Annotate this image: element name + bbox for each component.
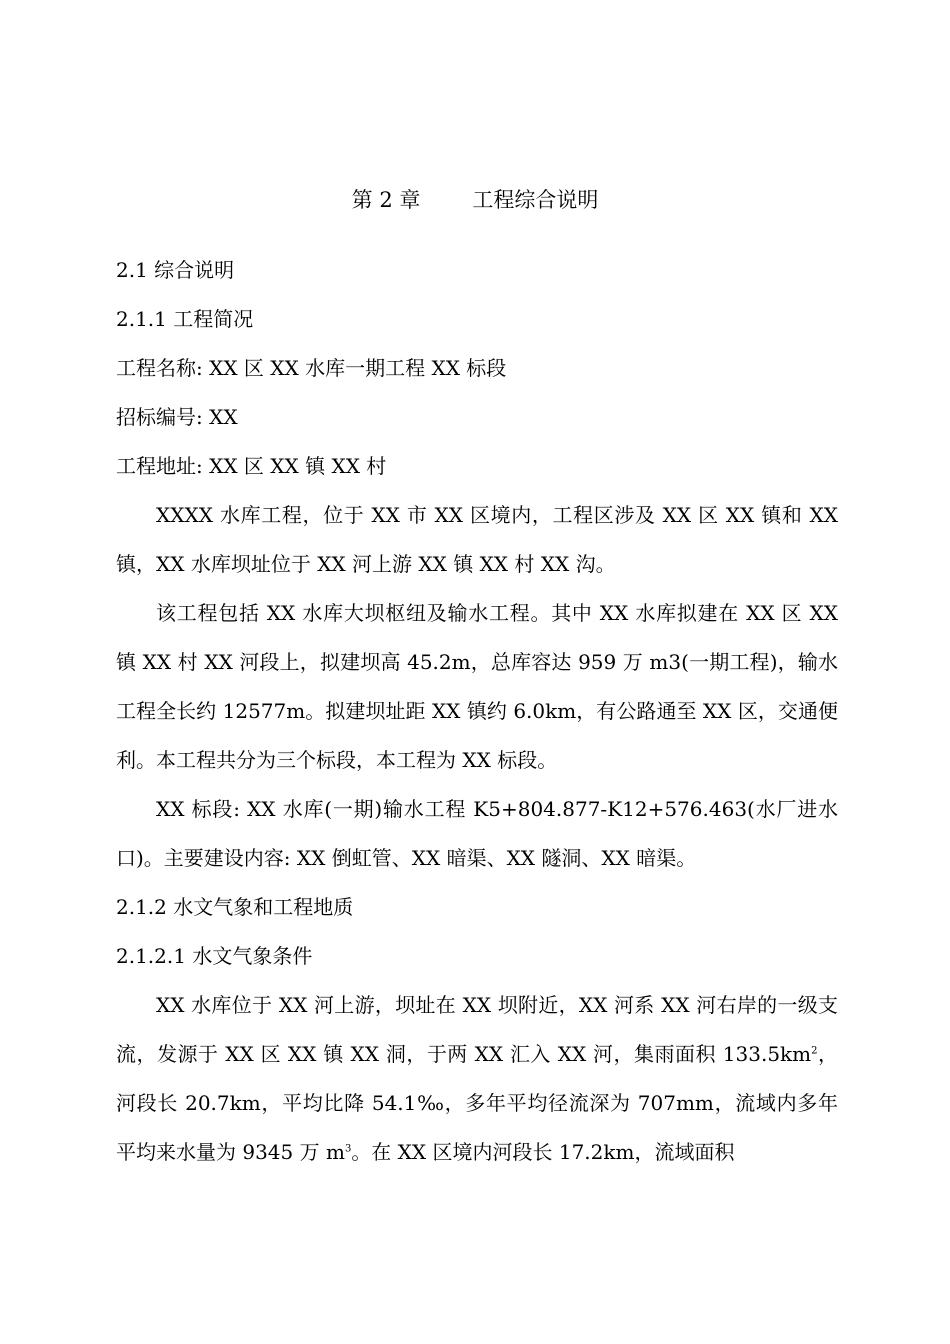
hydrology-text-part-1: XX 水库位于 XX 河上游，坝址在 XX 坝附近，XX 河系 XX 河右岸的一级支流，发源于 XX 区 XX 镇 XX 洞，于两 XX 汇入 XX 河，集雨面积 133.5km [116,993,838,1066]
paragraph-scope: 该工程包括 XX 水库大坝枢纽及输水工程。其中 XX 水库拟建在 XX 区 XX 镇 XX 村 XX 河段上，拟建坝高 45.2m，总库容达 959 万 m3(一期工程)，输水工程全长约 12577m。拟建坝址距 XX 镇约 6.0km，有公路通至 XX 区，交通便利。本工程共分为三个标段，本工程为 XX 标段。 [116,601,838,772]
superscript-2: 2 [811,1045,818,1057]
section-heading-2-1-2-1: 2.1.2.1 水文气象条件 [116,944,313,968]
paragraph-hydrology [116,981,838,1177]
document-body [116,246,838,1177]
section-heading-2-1-1: 2.1.1 工程简况 [116,307,254,331]
hydrology-text-part-3: 。在 XX 区境内河段长 17.2km，流域面积 [351,1140,735,1164]
section-heading-2-1-2: 2.1.2 水文气象和工程地质 [116,895,354,919]
chapter-name: 工程综合说明 [472,188,599,212]
chapter-number: 第 2 章 [351,188,421,212]
project-address-line: 工程地址: XX 区 XX 镇 XX 村 [116,454,387,478]
bid-number-line: 招标编号: XX [116,405,238,429]
paragraph-bid-section: XX 标段: XX 水库(一期)输水工程 K5+804.877-K12+576.463(水厂进水口)。主要建设内容: XX 倒虹管、XX 暗渠、XX 隧洞、XX 暗渠。 [116,797,838,870]
project-name-line: 工程名称: XX 区 XX 水库一期工程 XX 标段 [116,356,507,380]
chapter-title [0,184,950,216]
paragraph-location: XXXX 水库工程，位于 XX 市 XX 区境内，工程区涉及 XX 区 XX 镇和 XX 镇，XX 水库坝址位于 XX 河上游 XX 镇 XX 村 XX 沟。 [116,503,838,576]
superscript-3: 3 [344,1143,352,1155]
hydrology-text-part-2: ，河段长 20.7km，平均比降 54.1‰，多年平均径流深为 707mm，流域内多年平均来水量为 9345 万 m [116,1042,838,1164]
section-heading-2-1: 2.1 综合说明 [116,258,235,282]
